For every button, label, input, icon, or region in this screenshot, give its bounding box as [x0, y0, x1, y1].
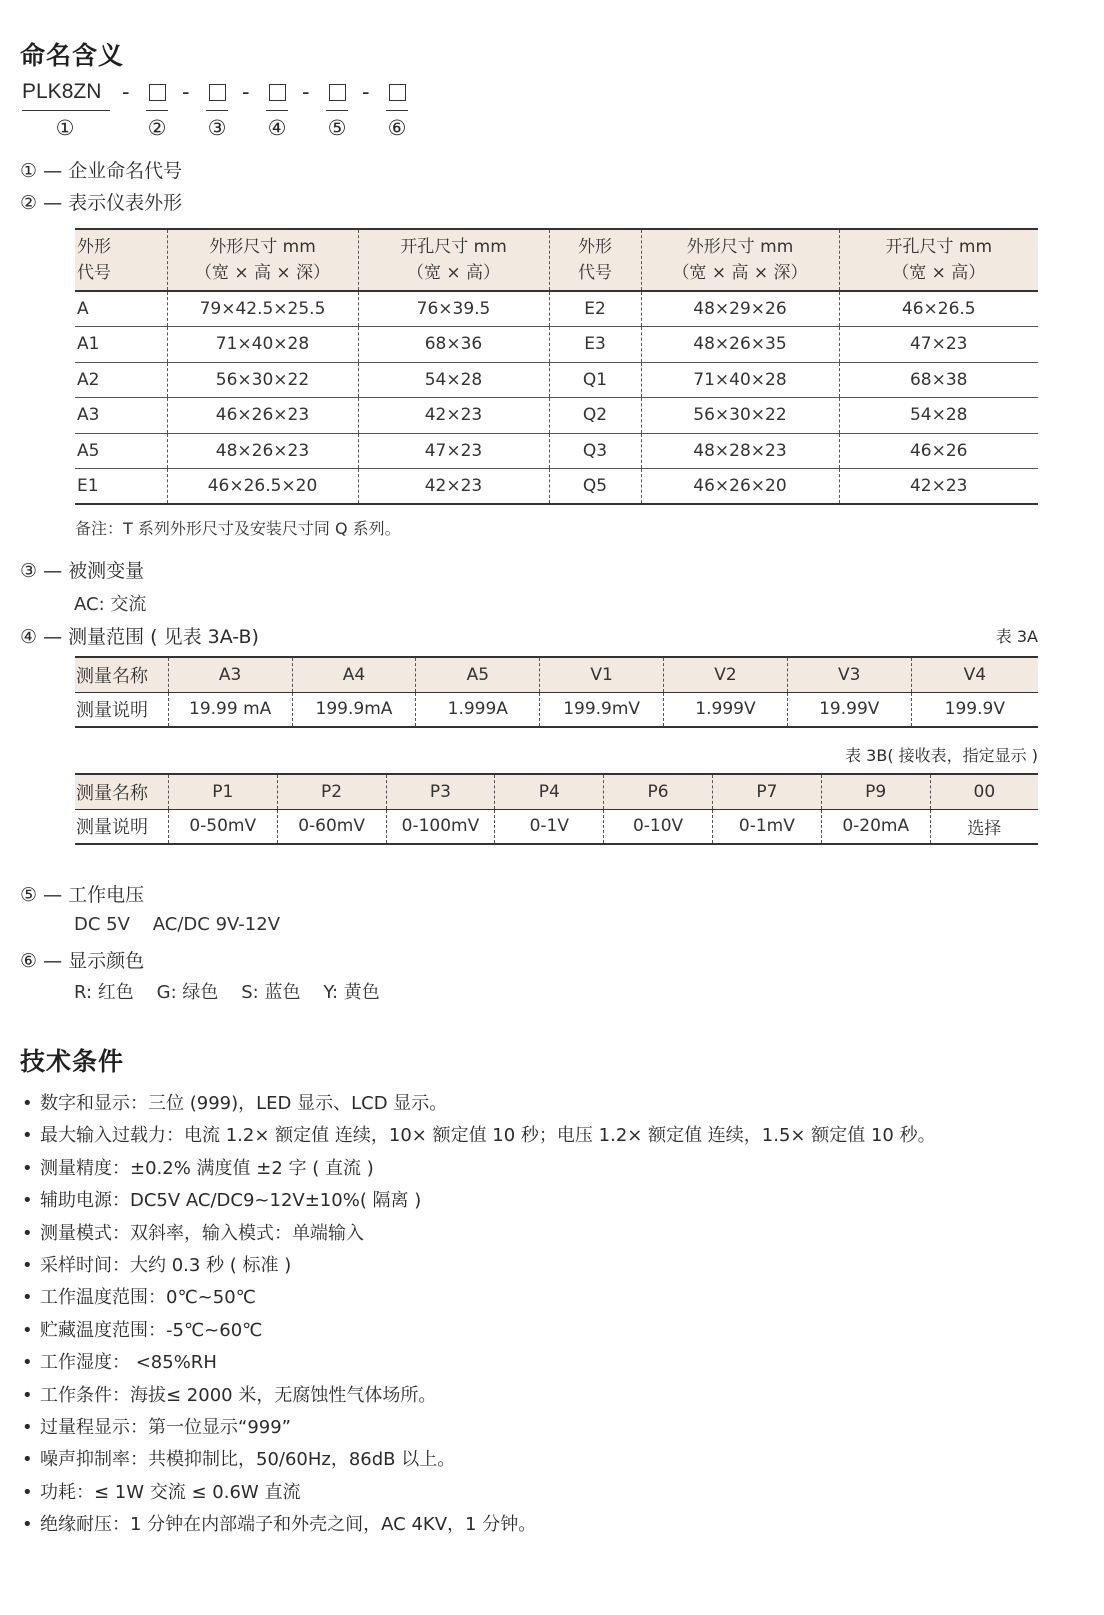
table-cell: A3 [168, 657, 292, 692]
shape-table-note: 备注：T 系列外形尺寸及安装尺寸同 Q 系列。 [75, 519, 401, 538]
code-box-underline [146, 110, 168, 111]
table-cell: 42×23 [839, 469, 1038, 505]
bullet-icon: • [22, 1319, 33, 1341]
item-2-label: ② — 表示仪表外形 [20, 192, 183, 214]
bullet-icon: • [22, 1157, 33, 1179]
list-item: • 数字和显示：三位 (999)，LED 显示、LCD 显示。 [22, 1090, 936, 1122]
list-item: • 过量程显示：第一位显示“999” [22, 1414, 936, 1446]
table-cell: A5 [416, 657, 540, 692]
list-item: • 功耗：≤ 1W 交流 ≤ 0.6W 直流 [22, 1479, 936, 1511]
bullet-icon: • [22, 1254, 33, 1276]
table-cell: P7 [712, 774, 821, 809]
table-cell: 19.99V [787, 692, 911, 727]
table-row [75, 398, 1038, 434]
row-label: 测量名称 [76, 782, 148, 804]
table-cell: E1 [77, 476, 99, 496]
table-cell: P3 [386, 774, 495, 809]
table-cell: A [77, 299, 89, 319]
code-box [149, 84, 166, 101]
table-cell: 199.9mA [292, 692, 416, 727]
list-item: • 测量精度：±0.2% 满度值 ±2 字 ( 直流 ) [22, 1155, 936, 1187]
table-cell: 00 [930, 774, 1038, 809]
list-item: • 噪声抑制率：共模抑制比，50/60Hz，86dB 以上。 [22, 1446, 936, 1478]
table-cell: 68×36 [358, 327, 549, 363]
code-box-number: ② [147, 116, 167, 140]
model-prefix: PLK8ZN [22, 80, 102, 103]
table-cell: 76×39.5 [358, 291, 549, 327]
code-box-underline [386, 110, 408, 111]
code-dash: - [302, 80, 310, 104]
table-cell: 71×40×28 [641, 362, 839, 398]
code-dash: - [242, 80, 250, 104]
table-cell: A1 [77, 334, 100, 355]
bullet-icon: • [22, 1222, 33, 1244]
bullet-icon: • [22, 1481, 33, 1503]
bullet-icon: • [22, 1190, 33, 1212]
table-cell: P4 [495, 774, 604, 809]
table-cell: Q1 [549, 362, 641, 398]
header-cell: 开孔尺寸 mm （宽 × 高） [839, 229, 1038, 291]
header-cell: 外形尺寸 mm （宽 × 高 × 深） [641, 229, 839, 291]
code-dash: - [182, 80, 190, 104]
naming-title: 命名含义 [20, 41, 125, 70]
item-3-label: ③ — 被测变量 [20, 560, 145, 582]
table-cell: 0-50mV [168, 809, 277, 844]
table-cell: 0-10V [604, 809, 713, 844]
tech-title: 技术条件 [20, 1047, 125, 1076]
table-cell: 1.999V [664, 692, 788, 727]
table-cell: 46×26.5 [839, 291, 1038, 327]
table-cell: 1.999A [416, 692, 540, 727]
row-label: 测量名称 [76, 665, 148, 687]
table-cell: 199.9V [911, 692, 1038, 727]
item-4-label: ④ — 测量范围 ( 见表 3A-B) [20, 626, 259, 648]
table-cell: A4 [292, 657, 416, 692]
model-code-diagram [22, 80, 482, 150]
table-cell: 0-1mV [712, 809, 821, 844]
table-cell: A3 [77, 405, 100, 426]
table-cell: P6 [604, 774, 713, 809]
code-box-number: ⑥ [387, 116, 407, 140]
list-item: • 工作湿度： <85%RH [22, 1349, 936, 1381]
table-cell: Q3 [549, 433, 641, 469]
table-cell: 选择 [930, 809, 1038, 844]
table-cell: 46×26×20 [641, 469, 839, 505]
code-box [389, 84, 406, 101]
bullet-icon: • [22, 1093, 33, 1114]
table-cell: 48×28×23 [641, 433, 839, 469]
table-header-row [75, 657, 1038, 692]
table-cell: V4 [911, 657, 1038, 692]
row-label: 测量说明 [76, 817, 148, 839]
table-header-row [75, 229, 1038, 291]
header-cell: 外形 代号 [549, 229, 641, 291]
list-item: • 辅助电源：DC5V AC/DC9~12V±10%( 隔离 ) [22, 1187, 936, 1219]
code-box-underline [326, 110, 348, 111]
table-header-row [75, 774, 1038, 809]
item-3-detail: AC: 交流 [74, 594, 147, 615]
measure-table-3a [75, 656, 1038, 728]
table-cell: 46×26×23 [167, 398, 358, 434]
table-row [75, 692, 1038, 727]
header-cell: 开孔尺寸 mm （宽 × 高） [358, 229, 549, 291]
table-cell: 56×30×22 [167, 362, 358, 398]
tech-spec-list [22, 1090, 936, 1543]
table-row [75, 327, 1038, 363]
table-3b-caption: 表 3B( 接收表，指定显示 ) [845, 746, 1038, 765]
item-6-label: ⑥ — 显示颜色 [20, 950, 145, 972]
table-row [75, 469, 1038, 505]
bullet-icon: • [22, 1449, 33, 1471]
table-cell: 0-1V [495, 809, 604, 844]
shape-dimension-table [75, 228, 1038, 505]
prefix-number: ① [55, 116, 75, 140]
table-cell: P9 [821, 774, 930, 809]
code-box-number: ③ [207, 116, 227, 140]
item-5-detail: DC 5V AC/DC 9V-12V [74, 914, 281, 935]
table-cell: 48×26×35 [641, 327, 839, 363]
table-row [75, 291, 1038, 327]
table-cell: 68×38 [839, 362, 1038, 398]
bullet-icon: • [22, 1125, 33, 1147]
table-cell: A5 [77, 440, 100, 461]
header-cell: 外形尺寸 mm （宽 × 高 × 深） [167, 229, 358, 291]
table-cell: E3 [549, 327, 641, 363]
list-item: • 绝缘耐压：1 分钟在内部端子和外壳之间，AC 4KV，1 分钟。 [22, 1511, 936, 1543]
table-3a-caption: 表 3A [995, 627, 1038, 646]
code-box [269, 84, 286, 101]
table-cell: 42×23 [358, 398, 549, 434]
row-label: 测量说明 [76, 700, 148, 722]
code-dash: - [362, 80, 370, 104]
table-cell: 47×23 [358, 433, 549, 469]
table-cell: 48×29×26 [641, 291, 839, 327]
list-item: • 最大输入过载力：电流 1.2× 额定值 连续，10× 额定值 10 秒；电压 1.2× 额定值 连续，1.5× 额定值 10 秒。 [22, 1122, 936, 1154]
table-cell: V1 [540, 657, 664, 692]
table-cell: E2 [549, 291, 641, 327]
table-row [75, 433, 1038, 469]
table-cell: 56×30×22 [641, 398, 839, 434]
table-cell: 0-60mV [277, 809, 386, 844]
table-cell: 54×28 [358, 362, 549, 398]
table-cell: 46×26 [839, 433, 1038, 469]
code-box [209, 84, 226, 101]
table-cell: 199.9mV [540, 692, 664, 727]
table-row [75, 809, 1038, 844]
code-box-underline [206, 110, 228, 111]
bullet-icon: • [22, 1416, 33, 1438]
measure-table-3b [75, 773, 1038, 845]
list-item: • 采样时间：大约 0.3 秒 ( 标准 ) [22, 1252, 936, 1284]
bullet-icon: • [22, 1287, 33, 1309]
table-cell: V3 [787, 657, 911, 692]
code-dash: - [122, 80, 130, 104]
list-item: • 工作条件：海拔≤ 2000 米，无腐蚀性气体场所。 [22, 1382, 936, 1414]
table-cell: Q5 [549, 469, 641, 505]
list-item: • 测量模式：双斜率，输入模式：单端输入 [22, 1220, 936, 1252]
list-item: • 贮藏温度范围：-5℃~60℃ [22, 1317, 936, 1349]
table-cell: 79×42.5×25.5 [167, 291, 358, 327]
table-cell: A2 [77, 369, 100, 390]
table-cell: 0-20mA [821, 809, 930, 844]
table-cell: 71×40×28 [167, 327, 358, 363]
item-1-label: ① — 企业命名代号 [20, 160, 183, 182]
table-row [75, 362, 1038, 398]
bullet-icon: • [22, 1514, 33, 1536]
table-cell: 47×23 [839, 327, 1038, 363]
header-cell: 外形 代号 [75, 229, 167, 291]
code-box [329, 84, 346, 101]
bullet-icon: • [22, 1384, 33, 1406]
table-cell: V2 [664, 657, 788, 692]
code-box-underline [266, 110, 288, 111]
code-box-number: ④ [267, 116, 287, 140]
prefix-underline [22, 110, 110, 111]
table-cell: 19.99 mA [168, 692, 292, 727]
item-5-label: ⑤ — 工作电压 [20, 884, 145, 906]
table-cell: 48×26×23 [167, 433, 358, 469]
item-6-detail: R: 红色 G: 绿色 S: 蓝色 Y: 黄色 [74, 982, 380, 1003]
table-cell: P1 [168, 774, 277, 809]
code-box-number: ⑤ [327, 116, 347, 140]
table-cell: 42×23 [358, 469, 549, 505]
table-cell: P2 [277, 774, 386, 809]
table-cell: Q2 [549, 398, 641, 434]
table-cell: 46×26.5×20 [167, 469, 358, 505]
table-cell: 0-100mV [386, 809, 495, 844]
list-item: • 工作温度范围：0℃~50℃ [22, 1284, 936, 1316]
table-cell: 54×28 [839, 398, 1038, 434]
bullet-icon: • [22, 1352, 33, 1374]
